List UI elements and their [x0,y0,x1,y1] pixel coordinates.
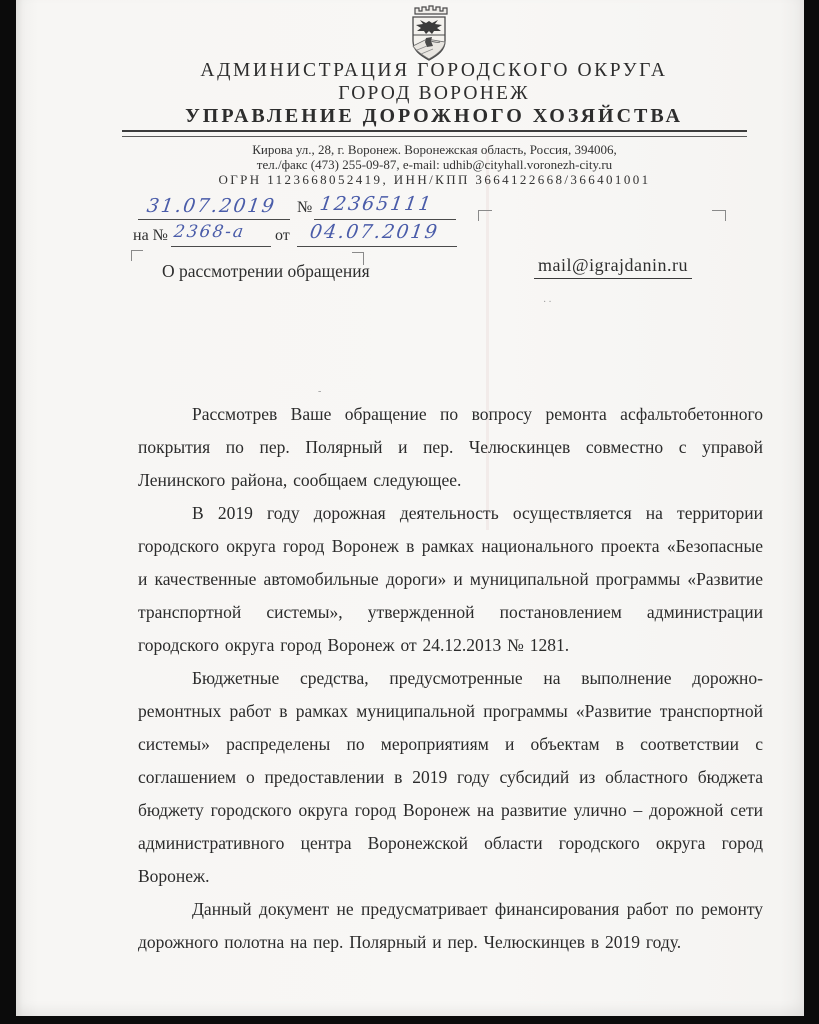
org-phone-email: тел./факс (473) 255-09-87, e-mail: udhib@cityhall.voronezh-city.ru [256,157,613,172]
incoming-number-handwritten: 2368-а [172,222,247,242]
org-name-line1: АДМИНИСТРАЦИЯ ГОРОДСКОГО ОКРУГА [200,60,668,81]
recipient-zone-corner-top-right [712,210,726,221]
scan-artifact-dots: ·· [543,297,554,308]
incoming-date-handwritten: 04.07.2019 [308,221,441,243]
body-paragraph-1: Рассмотрев Ваше обращение по вопросу ремонта асфальтобетонного покрытия по пер. Полярный и пер. Челюскинцев совместно с управой Ленинского района, сообщаем следующее. [138,404,763,490]
body-paragraph-3: Бюджетные средства, предусмотренные на выполнение дорожно-ремонтных работ в рамках муниципальной программы «Развитие транспортной системы» распределены по мероприятиям и объектам в соответствии с соглашением о предоставлении в 2019 году субсидий из областного бюджета бюджету городского округа город Воронеж на развитие улично – дорожной сети административного центра Воронежской области городского округа город Воронеж. [138,668,763,886]
body-paragraph-2: В 2019 году дорожная деятельность осуществляется на территории городского округа город Воронеж в рамках национального проекта «Безопасные и качественные автомобильные дороги» и муниципальной программы «Развитие транспортной системы», утвержденной постановлением администрации городского округа город Воронеж от 24.12.2013 № 1281. [138,503,763,655]
number-sign-label: № [297,199,313,216]
header-divider [122,130,747,137]
incoming-number-line [171,245,271,247]
recipient-zone-corner-top-left [478,210,492,221]
subject-line: О рассмотрении обращения [162,261,370,281]
letter-body [138,398,763,959]
org-ogrn-inn: ОГРН 1123668052419, ИНН/КПП 3664122668/366401001 [218,172,651,187]
org-address: Кирова ул., 28, г. Воронеж. Воронежская область, Россия, 394006, [252,142,617,157]
body-paragraph-4: Данный документ не предусматривает финансирования работ по ремонту дорожного полотна на пер. Полярный и пер. Челюскинцев в 2019 году. [138,899,763,952]
outgoing-date-line [138,218,290,220]
from-label: от [275,227,290,244]
org-name-line2: ГОРОД ВОРОНЕЖ [338,83,530,104]
incoming-date-line [297,245,457,247]
recipient-email: mail@igrajdanin.ru [534,255,692,279]
outgoing-date-handwritten: 31.07.2019 [145,195,278,217]
outgoing-number-line [314,218,456,220]
voronezh-coat-of-arms-icon [397,2,461,62]
scan-artifact-dash: - [318,386,324,397]
outgoing-number-handwritten: 12365111 [318,193,435,215]
incoming-prefix-label: на № [133,227,168,244]
subject-zone-corner-top-left [131,250,143,261]
paper-sheet [16,0,804,1016]
org-name-line3: УПРАВЛЕНИЕ ДОРОЖНОГО ХОЗЯЙСТВА [185,105,683,127]
